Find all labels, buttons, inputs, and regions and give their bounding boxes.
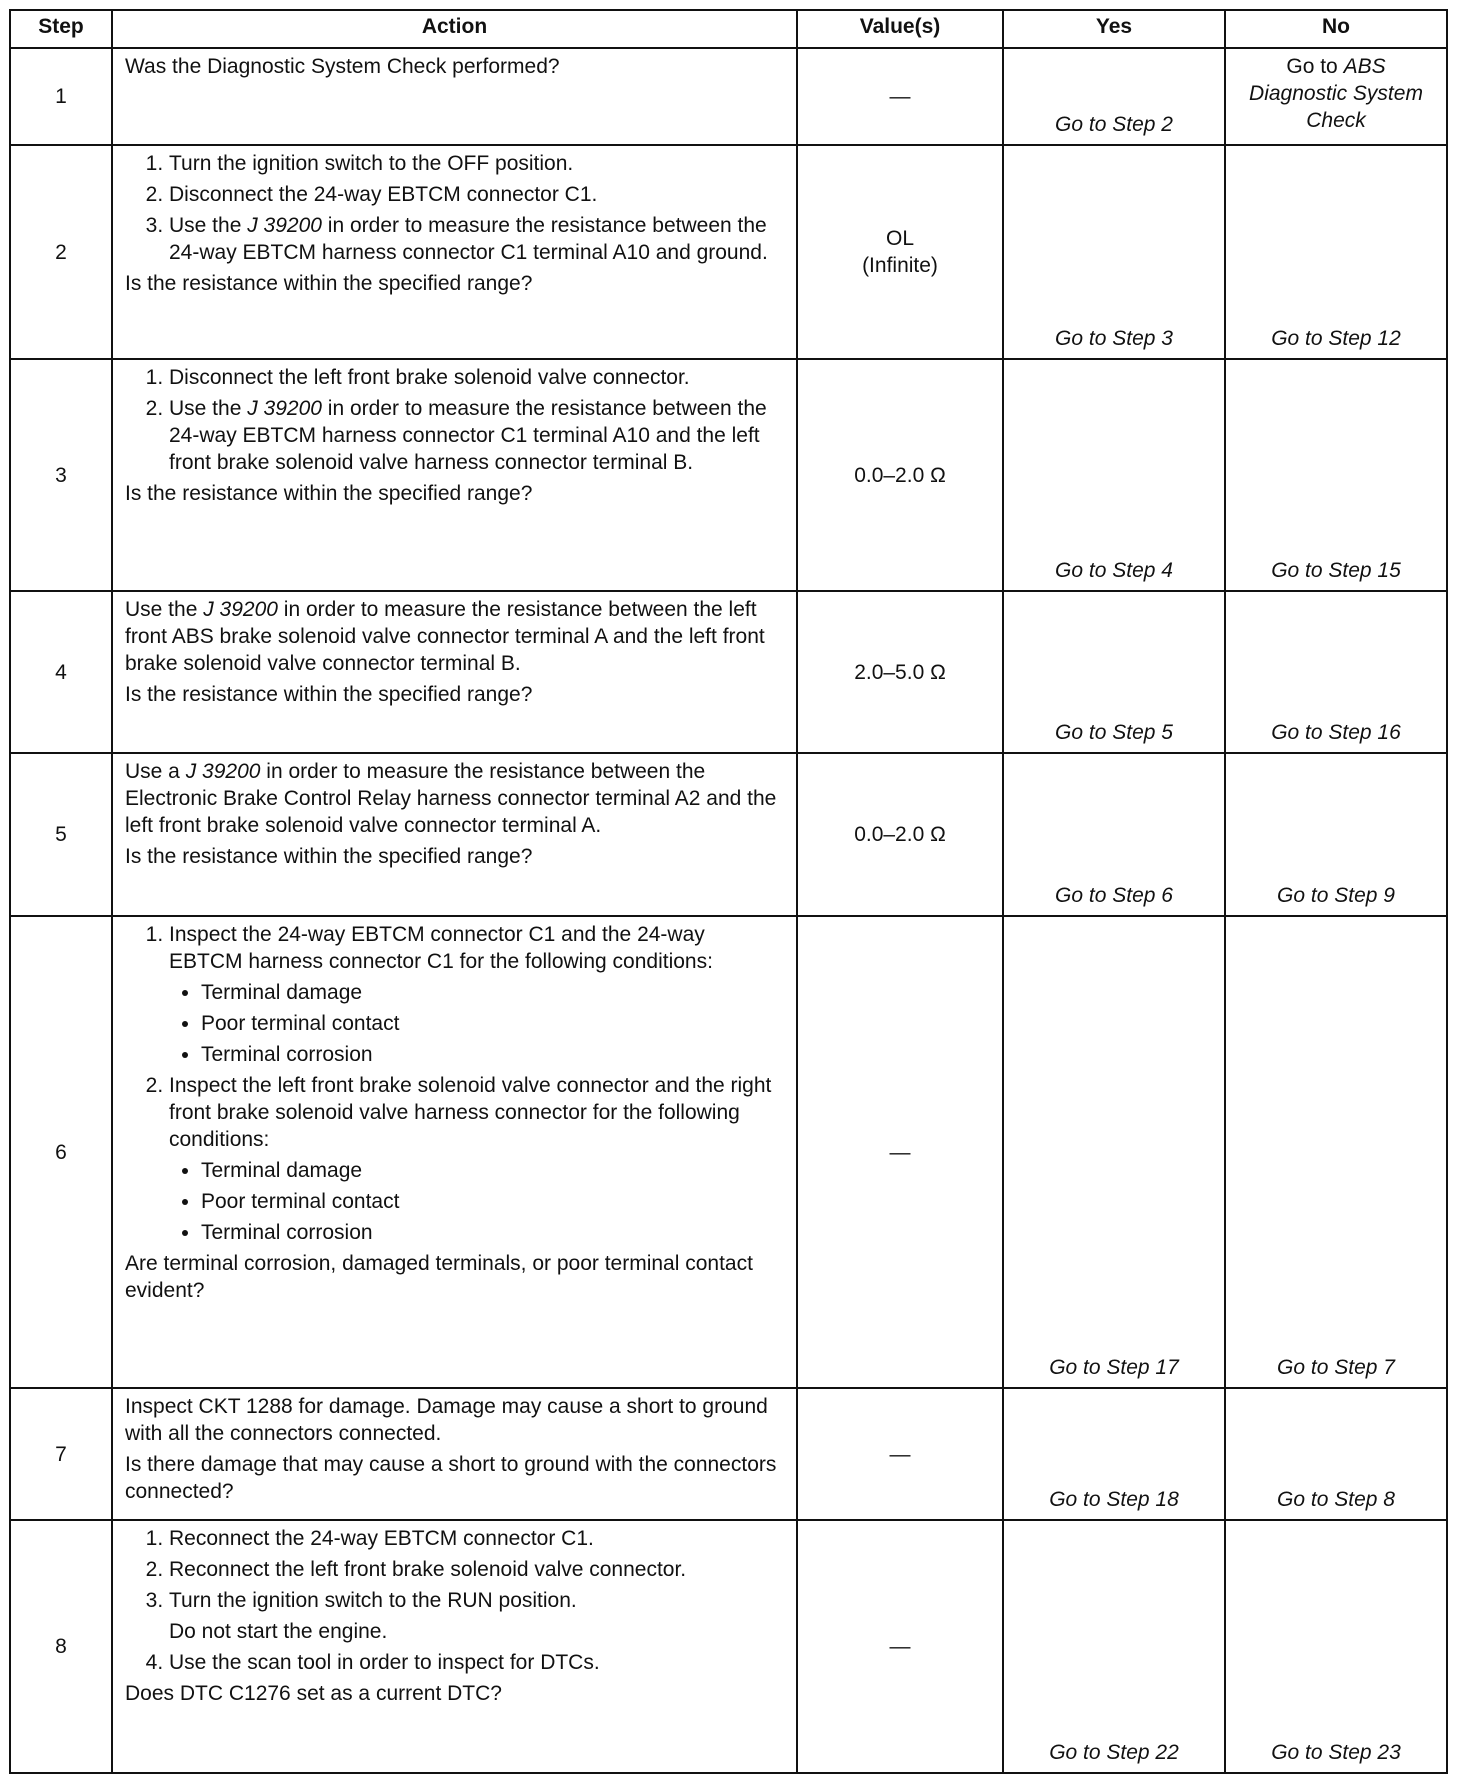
condition: • Terminal corrosion: [201, 1219, 784, 1246]
text: in order to measure the resistance between the left front ABS brake solenoid valve connector terminal A and the left front brake solenoid valve connector terminal B.: [125, 598, 765, 675]
text: Inspect the 24-way EBTCM connector C1 and the 24-way EBTCM harness connector C1 for the following conditions:: [169, 923, 713, 973]
instruction: 1. Disconnect the left front brake solenoid valve connector.: [169, 364, 784, 391]
condition: • Poor terminal contact: [201, 1188, 784, 1215]
value-cell: —: [797, 48, 1003, 145]
instruction: [169, 395, 784, 476]
condition-list: [169, 1157, 784, 1246]
text: in order to measure the resistance between the 24-way EBTCM harness connector C1 terminal A10 and ground.: [169, 214, 768, 264]
action-cell: [112, 48, 797, 145]
action-cell: [112, 1388, 797, 1520]
tool-name: J 39200: [247, 214, 322, 237]
text: in order to measure the resistance between the 24-way EBTCM harness connector C1 terminal A10 and the left front brake solenoid valve harness connector terminal B.: [169, 397, 767, 474]
header-values: Value(s): [797, 10, 1003, 48]
step-number: 1: [10, 48, 112, 145]
question: Is there damage that may cause a short to ground with the connectors connected?: [125, 1453, 777, 1503]
header-action: Action: [112, 10, 797, 48]
action-cell: [112, 359, 797, 591]
question: Is the resistance within the specified range?: [125, 482, 533, 505]
yes-cell: Go to Step 17: [1003, 916, 1225, 1388]
header-row: [10, 10, 1447, 48]
step-number: 4: [10, 591, 112, 753]
table-row: [10, 359, 1447, 591]
instruction: [169, 921, 784, 1068]
table-row: [10, 753, 1447, 916]
condition: • Terminal corrosion: [201, 1041, 784, 1068]
table-row: [10, 48, 1447, 145]
question: Was the Diagnostic System Check performed?: [125, 55, 560, 78]
no-cell: Go to Step 8: [1225, 1388, 1447, 1520]
instruction: Inspect CKT 1288 for damage. Damage may cause a short to ground with all the connectors connected.: [125, 1395, 768, 1445]
value-cell: 0.0–2.0 Ω: [797, 359, 1003, 591]
instruction: 2. Reconnect the left front brake solenoid valve connector.: [169, 1556, 784, 1583]
yes-cell: Go to Step 3: [1003, 145, 1225, 359]
condition: • Poor terminal contact: [201, 1010, 784, 1037]
table-row: [10, 916, 1447, 1388]
value-cell: —: [797, 1388, 1003, 1520]
no-cell: Go to Step 16: [1225, 591, 1447, 753]
note: Do not start the engine.: [169, 1620, 388, 1643]
value-cell: 0.0–2.0 Ω: [797, 753, 1003, 916]
question: Does DTC C1276 set as a current DTC?: [125, 1682, 502, 1705]
no-cell: Go to Step 12: [1225, 145, 1447, 359]
no-cell: Go to Step 9: [1225, 753, 1447, 916]
tool-name: J 39200: [185, 760, 261, 783]
value-cell: [797, 145, 1003, 359]
yes-cell: Go to Step 22: [1003, 1520, 1225, 1773]
instruction-list: [125, 150, 784, 266]
header-step: Step: [10, 10, 112, 48]
step-number: 8: [10, 1520, 112, 1773]
action-cell: [112, 145, 797, 359]
step-number: 2: [10, 145, 112, 359]
yes-cell: Go to Step 4: [1003, 359, 1225, 591]
no-cell: Go to Step 7: [1225, 916, 1447, 1388]
instruction-list: [125, 364, 784, 476]
value-cell: —: [797, 916, 1003, 1388]
value: OL: [885, 227, 914, 250]
condition-list: [169, 979, 784, 1068]
table-row: [10, 591, 1447, 753]
instruction: 1. Turn the ignition switch to the OFF position.: [169, 150, 784, 177]
condition: • Terminal damage: [201, 1157, 784, 1184]
text: Use the: [169, 214, 248, 237]
instruction: [169, 212, 784, 266]
instruction: 1. Reconnect the 24-way EBTCM connector C1.: [169, 1525, 784, 1552]
question: Is the resistance within the specified range?: [125, 272, 533, 295]
instruction: [169, 1587, 784, 1645]
text: Use a: [125, 760, 186, 783]
instruction-list: [125, 921, 784, 1246]
text: Use the: [169, 397, 248, 420]
no-cell: [1225, 48, 1447, 145]
instruction: 4. Use the scan tool in order to inspect for DTCs.: [169, 1649, 784, 1676]
question: Are terminal corrosion, damaged terminals, or poor terminal contact evident?: [125, 1252, 753, 1302]
instruction: [125, 596, 784, 677]
question: Is the resistance within the specified range?: [125, 845, 533, 868]
no-cell: Go to Step 15: [1225, 359, 1447, 591]
instruction: 2. Disconnect the 24-way EBTCM connector C1.: [169, 181, 784, 208]
action-cell: [112, 916, 797, 1388]
value-cell: —: [797, 1520, 1003, 1773]
action-cell: [112, 591, 797, 753]
text: Inspect the left front brake solenoid valve connector and the right front brake solenoid valve harness connector for the following conditions:: [169, 1074, 772, 1151]
yes-cell: Go to Step 5: [1003, 591, 1225, 753]
no-link: ABS Diagnostic System Check: [1249, 55, 1423, 132]
tool-name: J 39200: [203, 598, 278, 621]
no-prefix: Go to: [1286, 55, 1344, 78]
value-cell: 2.0–5.0 Ω: [797, 591, 1003, 753]
table-row: [10, 145, 1447, 359]
step-number: 3: [10, 359, 112, 591]
yes-cell: Go to Step 2: [1003, 48, 1225, 145]
text: in order to measure the resistance between the Electronic Brake Control Relay harness connector terminal A2 and the left front brake solenoid valve connector terminal A.: [125, 760, 777, 837]
question: Is the resistance within the specified range?: [125, 683, 533, 706]
diagnostic-table: [9, 9, 1448, 1774]
instruction: [169, 1072, 784, 1246]
condition: • Terminal damage: [201, 979, 784, 1006]
tool-name: J 39200: [247, 397, 322, 420]
text: Turn the ignition switch to the RUN position.: [169, 1589, 577, 1612]
no-cell: Go to Step 23: [1225, 1520, 1447, 1773]
table-row: [10, 1388, 1447, 1520]
yes-cell: Go to Step 18: [1003, 1388, 1225, 1520]
action-cell: [112, 1520, 797, 1773]
instruction: [125, 758, 784, 839]
header-no: No: [1225, 10, 1447, 48]
table-row: [10, 1520, 1447, 1773]
step-number: 6: [10, 916, 112, 1388]
header-yes: Yes: [1003, 10, 1225, 48]
yes-cell: Go to Step 6: [1003, 753, 1225, 916]
text: Use the: [125, 598, 204, 621]
action-cell: [112, 753, 797, 916]
step-number: 7: [10, 1388, 112, 1520]
value-note: (Infinite): [862, 254, 938, 277]
instruction-list: [125, 1525, 784, 1676]
step-number: 5: [10, 753, 112, 916]
